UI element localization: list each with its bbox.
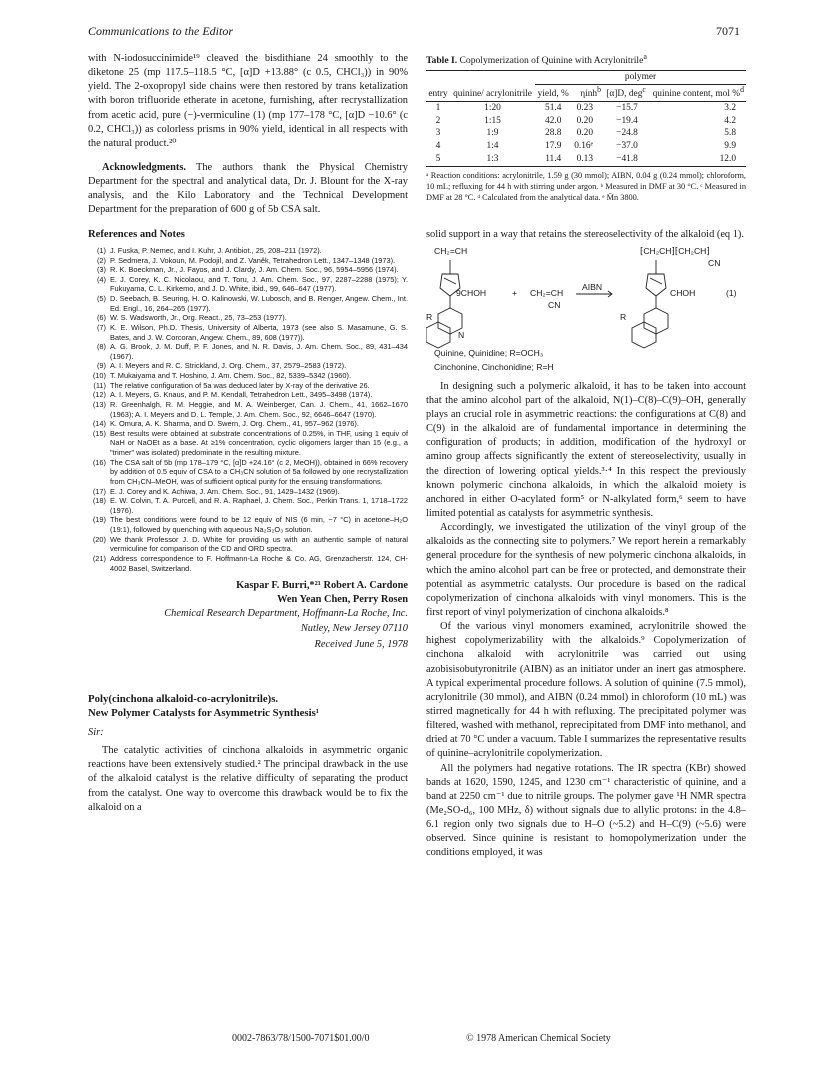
equation-number: (1) — [726, 287, 737, 298]
reference-text: D. Seebach, B. Seuring, H. O. Kalinowski, W. Lubosch, and B. Renger, Angew. Chem., Int. Ed. Engl., 16, 264–265 (1977). — [110, 294, 408, 313]
table-cell-entry: 1 — [435, 102, 441, 113]
reference-item — [88, 429, 408, 458]
table-cell-ratio: 1:9 — [486, 128, 499, 139]
reference-text: R. Greenhalgh, R. M. Heggie, and M. A. Weinberger, Can. J. Chem., 41, 1662–1670 (1963); A. I. Meyers and D. L. Temple, J. Am. Chem. Soc., 92, 6646–6647 (1970). — [110, 399, 408, 419]
reference-text: K. Omura, A. K. Sharma, and D. Swern, J. Org. Chem., 41, 957–962 (1976). — [110, 419, 359, 429]
affiliation-line-2: Nutley, New Jersey 07110 — [300, 622, 408, 634]
table-cell-content: 5.8 — [724, 128, 736, 139]
reference-item — [88, 371, 408, 381]
table-caption — [426, 52, 746, 67]
reference-number: (2) — [96, 255, 106, 265]
plus-sign: + — [512, 287, 518, 298]
table-group-header: polymer — [535, 71, 746, 85]
table-cell-yield: 17.9 — [545, 141, 562, 152]
table-row — [426, 153, 746, 166]
r-substituent-right: R — [620, 311, 627, 322]
salutation: Sir: — [88, 726, 104, 738]
table-cell-alpha: −15.7 — [616, 102, 638, 113]
reference-number: (8) — [96, 342, 106, 352]
reference-item — [88, 554, 408, 573]
table-group-row — [426, 71, 746, 85]
table-row — [426, 127, 746, 140]
reference-item — [88, 458, 408, 487]
table-header-cell: entry — [428, 89, 448, 100]
reference-number: (15) — [92, 428, 106, 438]
table-row — [426, 140, 746, 153]
table-cell-inh: 0.16ᵉ — [574, 141, 594, 152]
reference-number: (1) — [96, 245, 106, 255]
reference-number: (4) — [96, 274, 106, 284]
acrylonitrile-cn-label: CN — [548, 299, 561, 310]
table-cell-content: 12.0 — [719, 154, 736, 165]
scheme-caption-cinchonine: Cinchonine, Cinchonidine; R=H — [434, 361, 554, 372]
reference-text: A. G. Brook, J. M. Duff, P. F. Jones, and N. R. Davis, J. Am. Chem. Soc., 89, 431–434 (1967). — [110, 342, 408, 361]
solid-support-paragraph: solid support in a way that retains the stereoselectivity of the alkaloid (eq 1). — [426, 228, 744, 240]
table-cell-yield: 42.0 — [545, 115, 562, 126]
table-cell-inh: 0.23 — [576, 102, 594, 113]
reference-item — [88, 390, 408, 400]
reference-number: (16) — [92, 457, 106, 467]
table-cell-entry: 4 — [435, 141, 441, 152]
authors-line-1: Kaspar F. Burri,*²¹ Robert A. Cardone — [236, 580, 408, 592]
reference-number: (5) — [96, 294, 106, 304]
reference-text: The relative configuration of 5a was deduced later by X-ray of the derivative 26. — [110, 380, 370, 390]
reference-number: (9) — [96, 361, 106, 371]
r-substituent-left: R — [426, 311, 433, 322]
accordingly-paragraph: Accordingly, we investigated the utilization of the vinyl group of the alkaloids as the connecting site to polymers.⁷ We report herein a remarkably general procedure for the synthesis of new polymeric cinchona alkaloids, in which the amino alcohol part can be free or protected, and demonstrate their potential as asymmetric catalysts. Our procedure is based on the radical copolymerization of cinchona alkaloids with vinyl monomers. This is the first report of vinyl polymerization of cinchona alkaloids.⁸ — [426, 522, 746, 619]
table-header-cell: quinine content, mol %$^d$ — [652, 85, 744, 100]
running-header: Communications to the Editor — [88, 24, 233, 38]
article-title-line-2: New Polymer Catalysts for Asymmetric Synthesis¹ — [88, 706, 320, 719]
table-header-cell: quinine/ acrylonitrile — [453, 89, 532, 100]
table-cell-inh: 0.13 — [576, 154, 594, 165]
reference-text: W. S. Wadsworth, Jr., Org. React., 25, 73–253 (1977). — [110, 313, 287, 323]
table-cell-inh: 0.20 — [576, 128, 594, 139]
table-cell-entry: 2 — [435, 115, 441, 126]
reference-number: (10) — [92, 371, 106, 381]
reference-number: (21) — [92, 553, 106, 563]
reference-item — [88, 294, 408, 313]
table-cell-ratio: 1:3 — [486, 154, 499, 165]
intro-paragraph: The catalytic activities of cinchona alkaloids in asymmetric organic reactions have been extensively studied.² The principal drawback in the use of the alkaloid catalyst is the relative difficulty of separating the product from the catalyst. One way to overcome this drawback would be to fix the alkaloid on a — [88, 745, 408, 813]
affiliation-line-1: Chemical Research Department, Hoffmann-La Roche, Inc. — [164, 608, 408, 620]
table-cell-content: 9.9 — [724, 141, 736, 152]
reference-text: Best results were obtained at substrate concentrations of 0.25%, in THF, using 1 equiv of NaH or NaOEt as a base. At ≥1% concentration, cyclic oligomers larger than 15 (e.g., a "trimer" was isolated) predominate in the resulting mixture. — [110, 428, 408, 458]
table-cell-inh: 0.20 — [576, 115, 594, 126]
reference-number: (11) — [93, 380, 106, 390]
right-column — [426, 52, 746, 861]
table-cell-alpha: −24.8 — [616, 128, 638, 139]
reference-text: K. E. Wilson, Ph.D. Thesis, University of Alberta, 1973 (see also S. Masamune, G. S. Bates, and J. W. Corcoran, Angew. Chem., 89, 608 (1977)). — [110, 322, 408, 342]
acknowledgments-paragraph — [88, 161, 408, 218]
table-cell-content: 4.2 — [724, 115, 736, 126]
reference-item — [88, 361, 408, 371]
reference-item — [88, 496, 408, 515]
table-cell-alpha: −19.4 — [616, 115, 638, 126]
reference-item — [88, 419, 408, 429]
authors-line-2: Wen Yean Chen, Perry Rosen — [277, 594, 408, 606]
table-footnote: ᵃ Reaction conditions: acrylonitrile, 1.59 g (30 mmol); AIBN, 0.04 g (0.24 mmol); chloroform, 10 mL; refluxing for 44 h with stirring under argon. ᵇ Measured in DMF at 30 °C. ᶜ Measured in DMF at 28 °C. ᵈ Calculated from the analytical data. ᵉ M̄n 3800. — [426, 170, 746, 202]
reference-text: E. W. Colvin, T. A. Purcell, and R. A. Raphael, J. Chem. Soc., Perkin Trans. 1, 1718–1722 (1976). — [110, 496, 408, 515]
table-cell-alpha: −41.8 — [616, 154, 638, 165]
reference-item — [88, 400, 408, 419]
reference-text: A. I. Meyers, G. Knaus, and P. M. Kendall, Tetrahedron Lett., 3495–3498 (1974). — [110, 390, 373, 400]
table-cell-entry: 3 — [435, 128, 441, 139]
table-cell-yield: 11.4 — [545, 154, 562, 165]
monomers-paragraph: Of the various vinyl monomers examined, acrylonitrile showed the highest copolymerizability with the alkaloids.⁹ Copolymerization of cinchona alkaloid with acrylonitrile was carried out using azobisisobutyronitrile (AIBN) as an initiator under an inert gas atmosphere. A typical experimental procedure follows. A solution of quinine (7.5 mmol), acrylonitrile (30 mmol), and AIBN (0.24 mmol) in chloroform (10 mL) was stirred magnetically for 44 h with refluxing. The precipitated polymer was filtered, washed with methanol, reprecipitated from DMF into methanol, and dried at 70 °C under a vacuum. Table I summarizes the representative results of quinine–acrylonitrile copolymerization. — [426, 621, 746, 760]
reference-text: A. I. Meyers and R. C. Strickland, J. Org. Chem., 37, 2579–2583 (1972). — [110, 361, 347, 371]
received-date: Received June 5, 1978 — [314, 638, 408, 650]
quinoline-n-label: N — [458, 329, 465, 340]
table-cell-entry: 5 — [435, 154, 441, 165]
reference-text: T. Mukaiyama and T. Hoshino, J. Am. Chem. Soc., 82, 5339–5342 (1960). — [110, 371, 352, 381]
reference-text: E. J. Corey and K. Achiwa, J. Am. Chem. Soc., 91, 1429–1432 (1969). — [110, 486, 340, 496]
reference-item — [88, 342, 408, 361]
reference-number: (14) — [92, 419, 106, 429]
reference-text: The best conditions were found to be 12 equiv of NIS (6 min, −7 °C) in acetone–H₂O (19:1), followed by quenching with aqueous Na₂S₂O₃ solution. — [110, 515, 408, 535]
spectra-paragraph: All the polymers had negative rotations. The IR spectra (KBr) showed bands at 1620, 1590, 1245, and 1230 cm⁻¹ characteristic of quinine, and a band at 2250 cm⁻¹ due to nitrile groups. The polymer gave ¹H NMR spectra (Me₂SO-d₆, 100 MHz, δ) without signals due to allylic protons: in the 4.8–6.1 region only two signals due to H–O (~5.2) and H–C(9) (~5.6) were observed. Since quinine is resistant to homopolymerization under the conditions employed, it was — [426, 762, 746, 859]
reference-number: (13) — [92, 399, 106, 409]
table-cell-yield: 28.8 — [545, 128, 562, 139]
table-title: Copolymerization of Quinine with Acrylonitrile — [457, 55, 644, 67]
page-number: 7071 — [716, 24, 740, 38]
table-cell-ratio: 1:4 — [486, 141, 499, 152]
article-title-line-1: Poly(cinchona alkaloid-co-acrylonitrile)s. — [88, 692, 279, 705]
left-column — [88, 52, 408, 815]
table-header-cell: [α]D, deg$^c$ — [606, 85, 646, 100]
vinyl-group-label: CH₂=CH — [434, 245, 468, 256]
reference-item — [88, 313, 408, 323]
table-header-cell: yield, % — [537, 89, 569, 100]
reference-text: P. Sedmera, J. Vokoun, M. Podojil, and Z. Vaněk, Tetrahedron Lett., 1347–1348 (1973). — [110, 255, 396, 265]
table-title-sup: a — [643, 52, 647, 61]
reference-text: We thank Professor J. D. White for providing us with an authentic sample of natural vermiculine for comparison of the CD and ORD spectra. — [110, 534, 408, 554]
reference-number: (19) — [92, 515, 106, 525]
reference-text: The CSA salt of 5b (mp 178–179 °C, [α]D +24.16° (c 2, MeOH)), obtained in 66% recovery by addition of 0.5 equiv of CSA to a CH₃CN solution of 5a followed by one recrystallization from CH₃CN–MeOH, was of sufficient optical purity for the ensuing transformations. — [110, 457, 408, 486]
table-cell-ratio: 1:15 — [484, 115, 501, 126]
references-list — [88, 246, 408, 573]
reference-number: (17) — [92, 486, 106, 496]
aibn-reagent-label: AIBN — [582, 281, 603, 292]
reference-item — [88, 256, 408, 266]
reference-item — [88, 323, 408, 342]
reference-number: (7) — [96, 322, 106, 332]
table-header-cell: ηinh$^b$ — [580, 85, 602, 100]
reference-text: J. Fuska, P. Nemec, and I. Kuhr, J. Antibiot., 25, 208–211 (1972). — [110, 245, 322, 255]
reference-text: R. K. Boeckman, Jr., J. Fayos, and J. Clardy, J. Am. Chem. Soc., 96, 5954–5956 (1974). — [110, 265, 399, 275]
reference-number: (18) — [92, 496, 106, 506]
reaction-scheme — [426, 245, 746, 376]
footer-copyright: © 1978 American Chemical Society — [466, 1033, 611, 1044]
alkaloid-choh-label: 9CHOH — [456, 287, 487, 298]
table-row — [426, 115, 746, 128]
copolymerization-table — [426, 70, 746, 166]
reference-number: (6) — [96, 313, 106, 323]
table-body — [426, 101, 746, 165]
reference-item — [88, 515, 408, 534]
footer-code: 0002-7863/78/1500-7071$01.00/0 — [232, 1033, 370, 1044]
table-cell-alpha: −37.0 — [616, 141, 638, 152]
continuation-paragraph: with N-iodosuccinimide¹⁹ cleaved the bisdithiane 24 smoothly to the diketone 25 (mp 117.5–118.5 °C, [α]D +13.88° (c 0.5, CHCl₃)) in 90% yield. The 2-oxopropyl side chains were then restored by trans ketalization with boron trifluoride etherate in acetone, furnishing, after recrystallization from acetic acid, pure (−)-vermiculine (1) (mp 177–178 °C, [α]D −10.6° (c 0.2, CHCl₃)) as colorless prisms in 90% yield, identical in all respects with the natural product.²⁰ — [88, 53, 408, 149]
table-header-row — [426, 85, 746, 102]
reference-text: Address correspondence to F. Hoffmann-La Roche & Co. AG, Grenzacherstr. 124, CH-4002 Basel, Switzerland. — [110, 553, 408, 573]
reference-number: (3) — [96, 265, 106, 275]
reference-item — [88, 275, 408, 294]
reference-item — [88, 246, 408, 256]
polymer-chain-label: ⁅CH₂CH⁆⁅CH₂CH⁆ — [640, 245, 710, 256]
design-paragraph: In designing such a polymeric alkaloid, it has to be taken into account that the amino alcohol part of the alkaloid, N(1)–C(8)–C(9)–OH, generally plays an crucial role in asymmetric reactions: the configurations at C(8) and C(9) in the alkaloid are of fundamental importance in determining the configuration of products; in addition, modification of the hydroxyl or amino group affects significantly the extent of stereoselectivity, usually in the direction of lowering optical yields.³·⁴ In this respect the previously known polymeric cinchona alkaloids, in which the alkaloid moiety is anchored in either O-acylated form⁵ or N-alkylated form,⁶ seem to have limited potential as catalysts for asymmetric synthesis. — [426, 380, 746, 520]
reference-number: (20) — [92, 534, 106, 544]
table-cell-ratio: 1:20 — [484, 102, 501, 113]
references-heading: References and Notes — [88, 228, 185, 240]
polymer-choh-label: CHOH — [670, 287, 696, 298]
table-cell-yield: 51.4 — [545, 102, 562, 113]
scheme-caption-quinine: Quinine, Quinidine; R=OCH₃ — [434, 347, 544, 358]
table-row — [426, 101, 746, 114]
acrylonitrile-label: CH₂=CH — [530, 287, 564, 298]
reference-item — [88, 535, 408, 554]
table-label: Table I. — [426, 55, 458, 67]
reference-text: E. J. Corey, K. C. Nicolaou, and T. Toru, J. Am. Chem. Soc., 97, 2287–2288 (1975); Y. Fukuyama, C. L. Kirkemo, and J. D. White, ibid., 99, 646–647 (1977). — [110, 274, 408, 294]
acknowledgments-text: The authors thank the Physical Chemistry Department for the spectral and analytical data, Dr. J. Blount for the X-ray analysis, and the Kilo Laboratory and the Technical Development Department for the preparation of 600 g of 5b CSA salt. — [88, 161, 408, 216]
reference-item — [88, 381, 408, 391]
reference-item — [88, 487, 408, 497]
acknowledgments-label: Acknowledgments. — [102, 161, 186, 173]
reference-number: (12) — [92, 390, 106, 400]
polymer-cn-label: CN — [708, 257, 721, 268]
table-cell-content: 3.2 — [724, 102, 736, 113]
reference-item — [88, 265, 408, 275]
